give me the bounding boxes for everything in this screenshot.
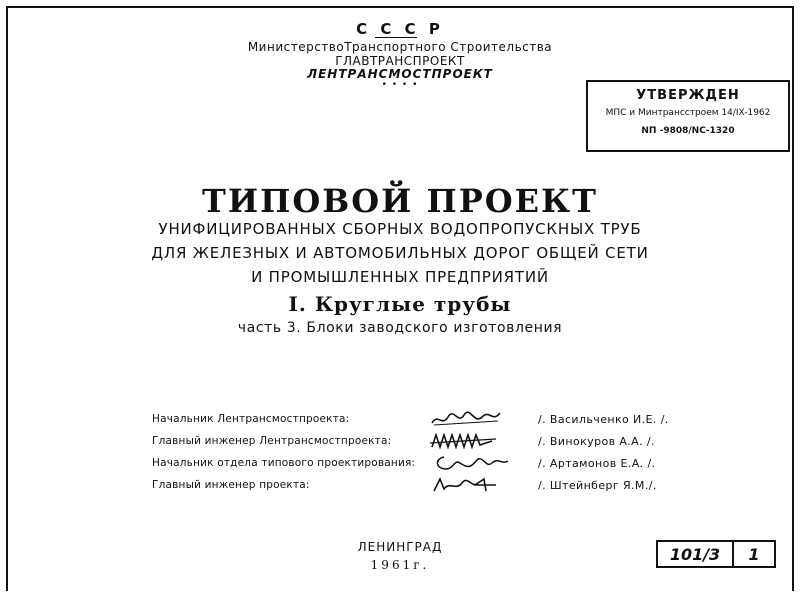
signatory-name: /. Васильченко И.Е. /. xyxy=(538,413,669,426)
document-title: ТИПОВОЙ ПРОЕКТ xyxy=(202,182,598,220)
stamp-sheet-number: 1 xyxy=(748,544,760,564)
signature-row xyxy=(0,413,800,433)
signature-role: Главный инженер проекта: xyxy=(152,479,310,491)
signature-row xyxy=(0,457,800,477)
subtitle-line-2: ДЛЯ ЖЕЛЕЗНЫХ И АВТОМОБИЛЬНЫХ ДОРОГ ОБЩЕЙ СЕТИ xyxy=(151,244,649,262)
country-heading: С С С Р xyxy=(356,20,444,38)
subtitle-line-1: УНИФИЦИРОВАННЫХ СБОРНЫХ ВОДОПРОПУСКНЫХ ТРУБ xyxy=(158,220,642,238)
signature-role: Главный инженер Лентрансмостпроекта: xyxy=(152,435,392,447)
handwritten-signature xyxy=(430,453,510,475)
signature-row xyxy=(0,435,800,455)
subtitle-line-3: И ПРОМЫШЛЕННЫХ ПРЕДПРИЯТИЙ xyxy=(251,268,549,286)
year-label: 1961г. xyxy=(370,558,430,572)
signature-role: Начальник Лентрансмостпроекта: xyxy=(152,413,350,425)
signatory-name: /. Артамонов Е.А. /. xyxy=(538,457,656,470)
ministry-heading: МинистерствоТранспортного Строительства xyxy=(247,40,553,54)
signatory-name: /. Штейнберг Я.М./. xyxy=(538,479,657,492)
signatory-name: /. Винокуров А.А. /. xyxy=(538,435,655,448)
part-title: часть 3. Блоки заводского изготовления xyxy=(237,320,563,336)
handwritten-signature xyxy=(430,475,502,495)
section-title: I. Круглые трубы xyxy=(288,292,512,316)
city-label: ЛЕНИНГРАД xyxy=(357,540,443,554)
organization-heading: ЛЕНТРАНСМОСТПРОЕКТ xyxy=(307,67,493,81)
decorative-dots: • • • • xyxy=(381,80,419,90)
approval-title: УТВЕРЖДЕН xyxy=(636,88,740,103)
document-stamp xyxy=(656,540,776,568)
signature-row xyxy=(0,479,800,499)
approval-box xyxy=(586,80,790,152)
stamp-code: 101/3 xyxy=(658,542,734,566)
approval-authority: МПС и Минтрансстроем 14/IX-1962 xyxy=(605,108,771,118)
signature-role: Начальник отдела типового проектирования: xyxy=(152,457,416,469)
approval-number: NП -9808/NС-1320 xyxy=(641,126,735,136)
handwritten-signature xyxy=(430,409,502,429)
glavk-heading: ГЛАВТРАНСПРОЕКТ xyxy=(335,54,465,68)
country-underline xyxy=(375,37,417,38)
handwritten-signature xyxy=(430,431,502,451)
